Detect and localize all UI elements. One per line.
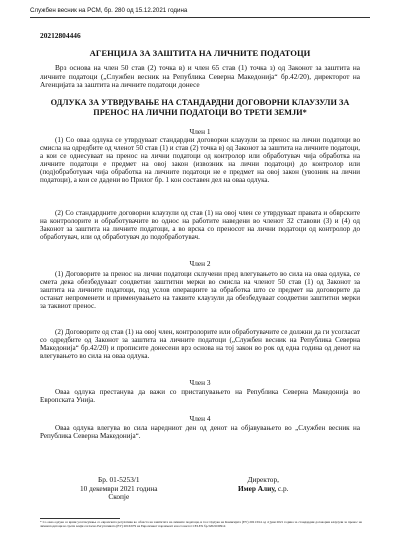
article-3-heading: Член 3: [189, 378, 211, 387]
preamble: Врз основа на член 50 став (2) точка в) и член 65 став (1) точка з) од Законот за заштита на личните податоци („Службен весник на Република Северна Македонија“ бр.42/20), директорот на Агенцијата за заштита на личните податоци донесе: [40, 63, 360, 90]
signatory-title: Директор,: [247, 475, 279, 484]
signatory-name-suffix: с.р.: [276, 483, 289, 493]
article-3-paragraph: Оваа одлука престанува да важи со пристапувањето на Република Северна Македонија во Европската Унија.: [40, 388, 360, 404]
signatory-line: [238, 485, 288, 494]
signature-reference-block: [80, 476, 158, 502]
footnote-rule: [40, 518, 120, 519]
footnote: * Со оваа одлука се врши усогласување со европската регулатива во областа на заштитата на личните податоци, и тоа: Одлука на Комисијата (ЕУ) 2021/914 од 4 јуни 2021 година за стандардни договорни клаузули за пренос на лични податоци во трети земји согласно Регулативата (ЕУ) 2016/679 на Европскиот парламент и на Советот CELEX бр.32021D0914: [40, 520, 362, 528]
article-1-paragraph-1: (1) Со оваа одлука се утврдуваат стандардни договорни клаузули за пренос на лични податоци во смисла на одредбите од членот 50 став (1) и став (2) точка в) од Законот за заштита на личните податоци, а кои се однесуваат на пренос на лични податоци од контролор или обработувач чија обработка на личните податоци е предмет на овој закон (извозник на лични податоци) до контролор или (под)обработувач чија обработка на личните податоци не е предмет на овој закон (увозник на лични податоци), а кои се дадени во Прилог бр. 1 кон составен дел на оваа одлука.: [40, 136, 360, 184]
article-1-heading: Член 1: [189, 127, 211, 136]
article-2-paragraph-1: (1) Договорите за пренос на лични податоци склучени пред влегувањето во сила на оваа одлука, се смета дека обезбедуваат соодветни заштитни мерки во смисла на членот 50 став (1) од Законот за заштита на личните податоци, под услов операциите за обработка што се предмет на договорите да останат непроменети и применувањето на таквите клаузули да обезбедуваат соодветни заштитни мерки за таквиот пренос.: [40, 270, 360, 310]
signature-place: Скопје: [108, 492, 130, 502]
article-4-heading: Член 4: [189, 414, 211, 423]
article-2-heading: Член 2: [189, 259, 211, 268]
document-number: 20212804446: [40, 31, 81, 40]
signatory-name: Имер Алиу,: [238, 483, 277, 493]
agency-title: АГЕНЦИЈА ЗА ЗАШТИТА НА ЛИЧНИТЕ ПОДАТОЦИ: [89, 48, 311, 58]
decision-title: ОДЛУКА ЗА УТВРДУВАЊЕ НА СТАНДАРДНИ ДОГОВОРНИ КЛАУЗУЛИ ЗА ПРЕНОС НА ЛИЧНИ ПОДАТОЦИ ВО ТРЕТИ ЗЕМЈИ*: [50, 98, 350, 117]
article-1-paragraph-2: (2) Со стандардните договорни клаузули од став (1) на овој член се утврдуваат правата и обврските на контролорите и обработувачите во однос на работите наведени во членот 32 ставови (3) и (4) од Законот за заштита на личните податоци, а во врска со преносот на лични податоци од контролор до обработувач, или од обработувач до подобработувач.: [40, 209, 360, 241]
reference-number: Бр. 01-5253/1: [98, 475, 140, 484]
signature-official-block: [238, 476, 288, 493]
signature-date: 10 декември 2021 година: [80, 483, 158, 493]
running-header: Службен весник на РСМ, бр. 280 од 15.12.2021 година: [30, 7, 188, 14]
article-2-paragraph-2: (2) Договорите од став (1) на овој член, контролорите или обработувачите се должни да ги усогласат со одредбите од Законот за заштита на личните податоци („Службен весник на Република Северна Македонија“ бр.42/20) и прописите донесени врз основа на тој закон во рок од една година од денот на влегувањето во сила на оваа одлука.: [40, 328, 360, 360]
article-4-paragraph: Оваа одлука влегува во сила наредниот ден од денот на објавувањето во „Службен весник на Република Северна Македонија“.: [40, 424, 360, 440]
header-rule: [30, 17, 370, 18]
